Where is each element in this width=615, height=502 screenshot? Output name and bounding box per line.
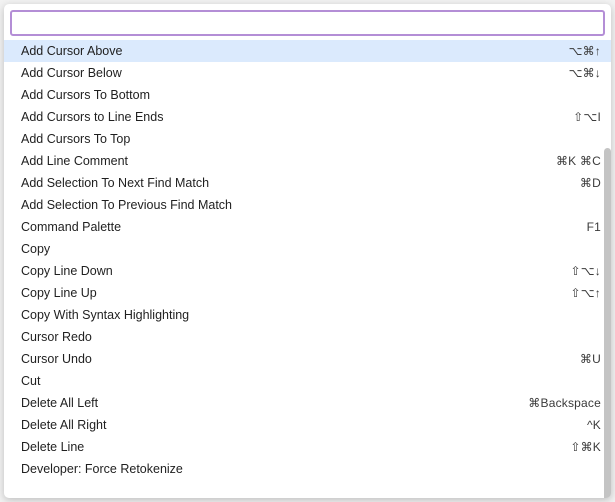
command-list-item-label: Cursor Undo: [21, 352, 92, 366]
command-list-item[interactable]: [4, 304, 611, 326]
command-list-item-keybinding: ⌘U: [579, 352, 601, 366]
command-list-item-label: Delete All Left: [21, 396, 99, 410]
command-list-item-label: Developer: Force Retokenize: [21, 462, 183, 476]
command-palette-input-row: [4, 4, 611, 40]
command-list-scrollbar-track[interactable]: [604, 40, 611, 498]
command-list-item[interactable]: [4, 106, 611, 128]
command-list[interactable]: [4, 40, 611, 498]
command-list-item-label: Delete All Right: [21, 418, 107, 432]
command-list-item-label: Cursor Redo: [21, 330, 92, 344]
command-list-item-label: Add Selection To Previous Find Match: [21, 198, 232, 212]
command-list-item-label: Add Cursors to Line Ends: [21, 110, 164, 124]
command-list-item-label: Add Selection To Next Find Match: [21, 176, 210, 190]
command-list-item[interactable]: [4, 150, 611, 172]
command-list-item-keybinding: F1: [586, 220, 601, 234]
command-list-item-label: Copy Line Up: [21, 286, 97, 300]
command-list-item[interactable]: [4, 128, 611, 150]
command-list-item[interactable]: [4, 370, 611, 392]
command-list-item[interactable]: [4, 326, 611, 348]
command-list-scrollbar-thumb[interactable]: [604, 148, 611, 498]
command-list-item[interactable]: [4, 238, 611, 260]
command-list-item-label: Add Cursor Above: [21, 44, 123, 58]
command-palette-search-input[interactable]: [10, 10, 605, 36]
command-list-item-label: Copy With Syntax Highlighting: [21, 308, 190, 322]
command-list-item[interactable]: [4, 348, 611, 370]
command-list-item[interactable]: [4, 458, 611, 480]
command-list-item-label: Command Palette: [21, 220, 122, 234]
command-list-item-label: Add Cursor Below: [21, 66, 122, 80]
command-list-item[interactable]: [4, 282, 611, 304]
command-list-item[interactable]: [4, 260, 611, 282]
command-list-item[interactable]: [4, 436, 611, 458]
command-list-item-label: Add Cursors To Top: [21, 132, 131, 146]
command-list-body: [4, 40, 611, 480]
command-list-item-label: Add Line Comment: [21, 154, 129, 168]
command-palette: [4, 4, 611, 498]
command-list-item-keybinding: ⇧⌥I: [573, 110, 601, 124]
command-list-item-keybinding: ⌘K ⌘C: [555, 154, 601, 168]
command-list-item-keybinding: ⌘Backspace: [528, 396, 601, 410]
command-list-item-keybinding: ⇧⌘K: [570, 440, 601, 454]
command-list-item[interactable]: [4, 414, 611, 436]
command-list-item-keybinding: ^K: [586, 418, 601, 432]
command-list-item[interactable]: [4, 62, 611, 84]
command-list-item-keybinding: ⇧⌥↓: [570, 264, 601, 278]
command-list-item-keybinding: ⌘D: [579, 176, 601, 190]
command-list-item-label: Add Cursors To Bottom: [21, 88, 150, 102]
command-list-item[interactable]: [4, 392, 611, 414]
command-list-item-label: Copy: [21, 242, 51, 256]
command-list-item-keybinding: ⌥⌘↑: [568, 44, 601, 58]
command-list-item[interactable]: [4, 40, 611, 62]
command-list-item[interactable]: [4, 216, 611, 238]
command-list-item[interactable]: [4, 172, 611, 194]
command-list-item-label: Delete Line: [21, 440, 85, 454]
command-list-item-keybinding: ⌥⌘↓: [568, 66, 601, 80]
command-list-item-label: Copy Line Down: [21, 264, 113, 278]
command-list-item-keybinding: ⇧⌥↑: [570, 286, 601, 300]
command-list-item[interactable]: [4, 84, 611, 106]
command-list-item[interactable]: [4, 194, 611, 216]
command-list-item-label: Cut: [21, 374, 41, 388]
